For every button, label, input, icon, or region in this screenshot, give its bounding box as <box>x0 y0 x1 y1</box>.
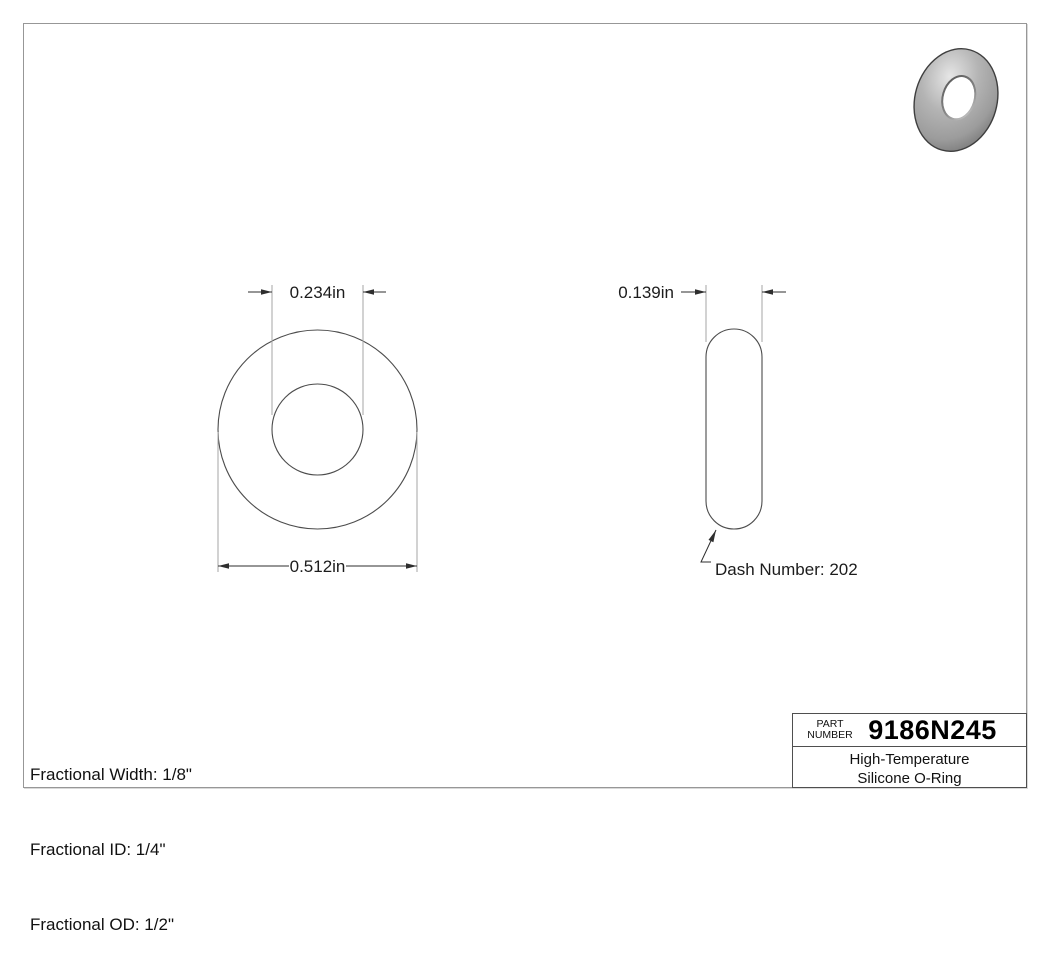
arrowhead-icon <box>709 530 717 542</box>
side-view <box>618 283 857 579</box>
torus-shape <box>908 44 1004 156</box>
outer-diameter-circle <box>218 330 417 529</box>
title-block-part-row <box>793 714 1026 747</box>
arrowhead-icon <box>406 563 417 568</box>
arrowhead-icon <box>695 289 706 294</box>
part-number-label <box>799 719 861 741</box>
width-dimension <box>618 283 786 342</box>
title-block <box>792 713 1027 788</box>
part-label-line1: PART <box>816 718 844 730</box>
description-line1: High-Temperature <box>849 751 970 768</box>
fractional-width: Fractional Width: 1/8" <box>30 765 192 784</box>
od-dimension-text: 0.512in <box>289 557 346 576</box>
width-dimension-text: 0.139in <box>618 283 674 302</box>
arrowhead-icon <box>261 289 272 294</box>
id-dimension <box>248 283 386 415</box>
fractional-od: Fractional OD: 1/2" <box>30 915 174 934</box>
part-label-line2: NUMBER <box>807 729 853 741</box>
fractional-id: Fractional ID: 1/4" <box>30 840 166 859</box>
inner-diameter-circle <box>272 384 363 475</box>
arrowhead-icon <box>363 289 374 294</box>
description-line2: Silicone O-Ring <box>857 770 962 787</box>
fractional-specs <box>30 712 192 962</box>
id-dimension-text: 0.234in <box>289 283 346 302</box>
product-description <box>793 747 1026 788</box>
arrowhead-icon <box>762 289 773 294</box>
cross-section-capsule <box>706 329 762 529</box>
dash-number-callout <box>701 530 858 579</box>
o-ring-3d-render-icon <box>908 44 1004 156</box>
dash-number-text: Dash Number: 202 <box>715 560 858 579</box>
od-dimension <box>218 432 417 576</box>
arrowhead-icon <box>218 563 229 568</box>
part-number-value: 9186N245 <box>868 714 997 745</box>
front-view <box>218 283 417 576</box>
